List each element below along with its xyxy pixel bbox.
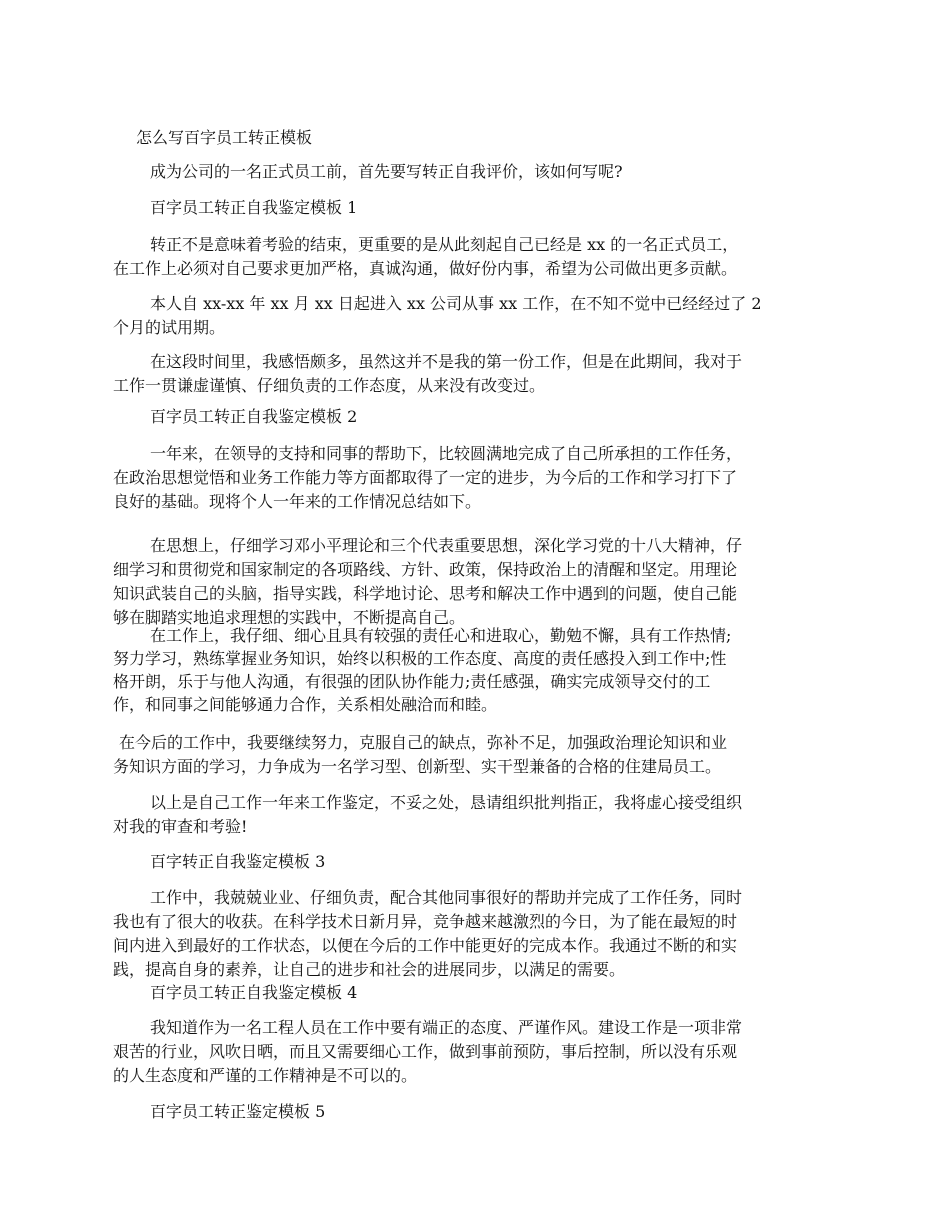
- paragraph-line: 践，提高自身的素养，让自己的进步和社会的进展同步，以满足的需要。: [113, 960, 626, 979]
- paragraph-line: 在这段时间里，我感悟颇多，虽然这并不是我的第一份工作，但是在此期间，我对于: [150, 352, 743, 371]
- paragraph-line: 务知识方面的学习，力争成为一名学习型、创新型、实干型兼备的合格的住建局员工。: [113, 757, 722, 776]
- paragraph-line: 努力学习，熟练掌握业务知识，始终以积极的工作态度、高度的责任感投入到工作中;性: [113, 649, 727, 668]
- paragraph-line: 艰苦的行业，风吹日晒，而且又需要细心工作，做到事前预防，事后控制，所以没有乐观: [113, 1042, 738, 1061]
- section-heading-5: 百字员工转正鉴定模板 5: [150, 1102, 326, 1121]
- paragraph-line: 知识武装自己的头脑，指导实践，科学地讨论、思考和解决工作中遇到的问题，使自己能: [113, 584, 738, 603]
- section-heading-4: 百字员工转正自我鉴定模板 4: [150, 983, 358, 1002]
- paragraph-line: 本人自 xx-xx 年 xx 月 xx 日起进入 xx 公司从事 xx 工作，在不知不觉中已经经过了 2: [150, 294, 762, 313]
- paragraph-line: 在思想上，仔细学习邓小平理论和三个代表重要思想，深化学习党的十八大精神，仔: [150, 536, 743, 555]
- intro-paragraph: 成为公司的一名正式员工前，首先要写转正自我评价，该如何写呢?: [150, 162, 623, 181]
- paragraph-line: 个月的试用期。: [113, 318, 226, 337]
- paragraph-line: 我也有了很大的收获。在科学技术日新月异，竞争越来越激烈的今日，为了能在最短的时: [113, 912, 738, 931]
- section-heading-3: 百字转正自我鉴定模板 3: [150, 852, 326, 871]
- paragraph-line: 够在脚踏实地追求理想的实践中，不断提高自己。: [113, 608, 466, 627]
- paragraph-line: 在今后的工作中，我要继续努力，克服自己的缺点，弥补不足，加强政治理论知识和业: [119, 733, 728, 752]
- paragraph-line: 工作一贯谦虚谨慎、仔细负责的工作态度，从来没有改变过。: [113, 376, 546, 395]
- paragraph-line: 在工作上，我仔细、细心且具有较强的责任心和进取心，勤勉不懈，具有工作热情;: [150, 626, 732, 645]
- paragraph-line: 对我的审查和考验!: [113, 817, 248, 836]
- paragraph-line: 一年来，在领导的支持和同事的帮助下，比较圆满地完成了自己所承担的工作任务，: [150, 444, 743, 463]
- paragraph-line: 以上是自己工作一年来工作鉴定，不妥之处，恳请组织批判指正，我将虚心接受组织: [150, 793, 743, 812]
- paragraph-line: 在政治思想觉悟和业务工作能力等方面都取得了一定的进步，为今后的工作和学习打下了: [113, 468, 738, 487]
- paragraph-line: 我知道作为一名工程人员在工作中要有端正的态度、严谨作风。建设工作是一项非常: [150, 1018, 743, 1037]
- document-title: 怎么写百字员工转正模板: [136, 128, 313, 147]
- paragraph-line: 作，和同事之间能够通力合作，关系相处融洽而和睦。: [113, 695, 498, 714]
- section-heading-2: 百字员工转正自我鉴定模板 2: [150, 407, 358, 426]
- paragraph-line: 转正不是意味着考验的结束，更重要的是从此刻起自己已经是 xx 的一名正式员工，: [150, 235, 739, 254]
- paragraph-line: 格开朗，乐于与他人沟通，有很强的团队协作能力;责任感强，确实完成领导交付的工: [113, 672, 711, 691]
- section-heading-1: 百字员工转正自我鉴定模板 1: [150, 198, 358, 217]
- paragraph-line: 间内进入到最好的工作状态，以便在今后的工作中能更好的完成本作。我通过不断的和实: [113, 936, 738, 955]
- paragraph-line: 在工作上必须对自己要求更加严格，真诚沟通，做好份内事，希望为公司做出更多贡献。: [113, 259, 738, 278]
- paragraph-line: 工作中，我兢兢业业、仔细负责，配合其他同事很好的帮助并完成了工作任务，同时: [150, 888, 743, 907]
- paragraph-line: 的人生态度和严谨的工作精神是不可以的。: [113, 1066, 418, 1085]
- paragraph-line: 良好的基础。现将个人一年来的工作情况总结如下。: [113, 492, 482, 511]
- paragraph-line: 细学习和贯彻党和国家制定的各项路线、方针、政策，保持政治上的清醒和坚定。用理论: [113, 560, 738, 579]
